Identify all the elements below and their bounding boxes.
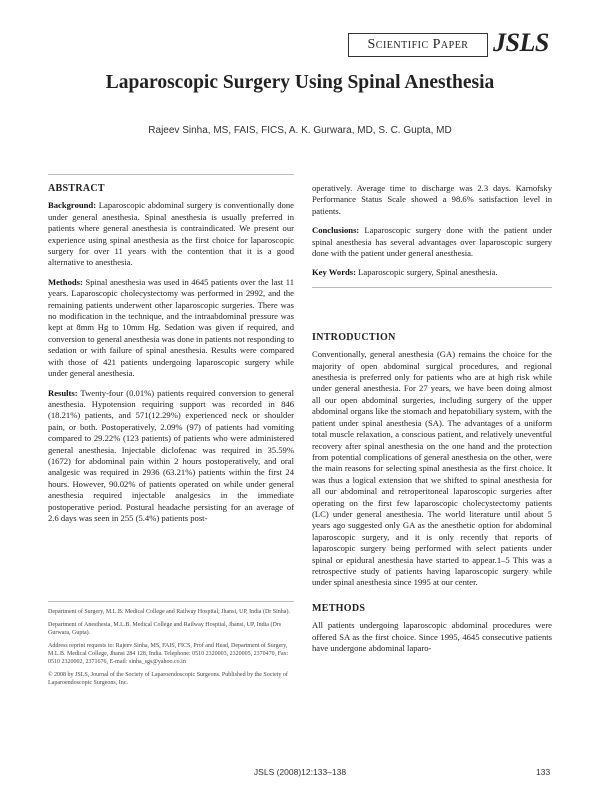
authors-line: Rajeev Sinha, MS, FAIS, FICS, A. K. Gurwara, MD, S. C. Gupta, MD <box>148 125 452 136</box>
results-text: Twenty-four (0.01%) patients required conversion to general anesthesia. Hypotension requiring support was recorded in 846 (18.21%) patients, and 571(12.29%) experienced neck or shoulder pain, or both. Postoperatively, 2.09% (97) of patients had vomiting compared to 29.22% (123 patients) of patients who were administered general anesthesia. Injectable diclofenac was required in 35.59% (1672) for abdominal pain within 2 hours postoperatively, and oral analgesic was required in 2936 (63.21%) patients within the first 24 hours. However, 90.02% of patients operated on while under general anesthesia required injectable analgesics in the immediate postoperative period. Postural headache persisting for an average of 2.6 days was seen in 255 (5.4%) patients post- <box>48 387 294 523</box>
background-label: Background: <box>48 200 97 211</box>
background-text: Laparoscopic abdominal surgery is conventionally done under general anesthesia. Spinal anesthesia is usually preferred in patients where general anesthesia is contraindicated. We present our experience using spinal anesthesia as the first choice for laparoscopic surgery for over 11 years with the contention that it is a good alternative to anesthesia. <box>48 200 294 268</box>
abstract-results-continued: operatively. Average time to discharge was 2.3 days. Karnofsky Performance Status Scale showed a 98.6% satisfaction level in patients. <box>312 183 552 216</box>
page-number: 133 <box>536 767 551 777</box>
keywords-text: Laparoscopic surgery, Spinal anesthesia. <box>358 267 498 278</box>
conclusions-label: Conclusions: <box>312 225 360 236</box>
footer-citation: JSLS (2008)12:133–138 <box>253 767 347 777</box>
footnote: © 2008 by JSLS, Journal of the Society of Laparoendoscopic Surgeons. Published by the Society of Laparoendoscopic Surgeons, Inc. <box>48 672 288 686</box>
journal-logo: JSLS <box>493 28 549 57</box>
abstract-keywords <box>312 267 552 278</box>
abstract-methods <box>48 277 294 380</box>
abstract-heading: ABSTRACT <box>48 183 105 194</box>
results-label: Results: <box>48 387 78 398</box>
footnote: Department of Anesthesia, M.L.B. Medical College and Railway Hospital, Jhansi, UP, India (Drs Gurwara, Gupta). <box>48 622 282 636</box>
left-column <box>48 183 294 532</box>
right-column <box>312 183 552 662</box>
abstract-conclusions <box>312 225 552 259</box>
methods-text: Spinal anesthesia was used in 4645 patients over the last 11 years. Laparoscopic cholecystectomy was performed in 2992, and the remaining patients underwent other laparoscopic surgeries. There was no modification in the technique, and the intraabdominal pressure was kept at 8mm Hg to 10mm Hg. Sedation was given if required, and conversion to general anesthesia was done in patients not responding to sedation or with failure of spinal anesthesia. Results were compared with those of 421 patients undergoing laparoscopic surgery while under general anesthesia. <box>48 276 294 379</box>
footnote: Department of Surgery, M.L.B. Medical College and Railway Hospital, Jhansi, UP, India (Dr Sinha). <box>48 609 290 615</box>
footnote-rule <box>48 601 294 602</box>
article-title: Laparoscopic Surgery Using Spinal Anesthesia <box>105 72 495 93</box>
abstract-results <box>48 388 294 525</box>
keywords-label: Key Words: <box>312 267 357 278</box>
introduction-text: Conventionally, general anesthesia (GA) remains the choice for the majority of open abdominal surgical procedures, and regional anesthesia is preferred only for patients who are at high risk while under general anesthesia. For 27 years, we have been doing almost all our open abdominal surgeries, including surgery of the upper abdominal organs like the stomach and hepatobiliary system, with the patient under spinal anesthesia (SA). The advantages of a uniform total muscle relaxation, a conscious patient, and relatively uneventful recovery after spinal anesthesia on the one hand and the protection from potential complications of general anesthesia on the other, were the main reasons for selecting spinal anesthesia as the first choice. It was thus a logical extension that we shifted to spinal anesthesia for all our abdominal and retroperitoneal laparoscopic surgeries after operating on the first few laparoscopic cholecystectomy patients (LC) under general anesthesia. The world literature until about 5 years ago suggested only GA as the anesthetic option for abdominal laparoscopic surgery, and it is only recently that reports of laparoscopic surgery being performed with select patients under spinal or epidural anesthesia have started to appear.1–5 This was a retrospective study of patients having laparoscopic surgery while under spinal anesthesia since 1995 at our center. <box>312 349 552 588</box>
abstract-bottom-rule <box>312 287 552 288</box>
conclusions-text: Laparoscopic surgery done with the patient under spinal anesthesia has several advantages over laparoscopic surgery done with the patient under general anesthesia. <box>312 225 552 259</box>
abstract-background <box>48 200 294 268</box>
section-label: Scientific Paper <box>348 33 488 57</box>
footnotes <box>48 608 294 692</box>
abstract-top-rule <box>48 174 294 175</box>
footnote: Address reprint requests to: Rajeev Sinha, MS, FAIS, FICS, Prof and Head, Department of Surgery, M.L.B. Medical College, Jhansi 284 128, India. Telephone: 0510 2320003, 2320005, 2370470, Fax: 0510 2320002, 2371676, E-mail: sinha_sgs@yahoo.co.in <box>48 643 289 665</box>
methods-body-text: All patients undergoing laparoscopic abdominal procedures were offered SA as the first choice. Since 1995, 4645 consecutive patients have undergone abdominal laparo- <box>312 620 552 653</box>
introduction-heading: INTRODUCTION <box>312 331 396 343</box>
methods-heading: METHODS <box>312 602 366 614</box>
methods-label: Methods: <box>48 276 83 287</box>
